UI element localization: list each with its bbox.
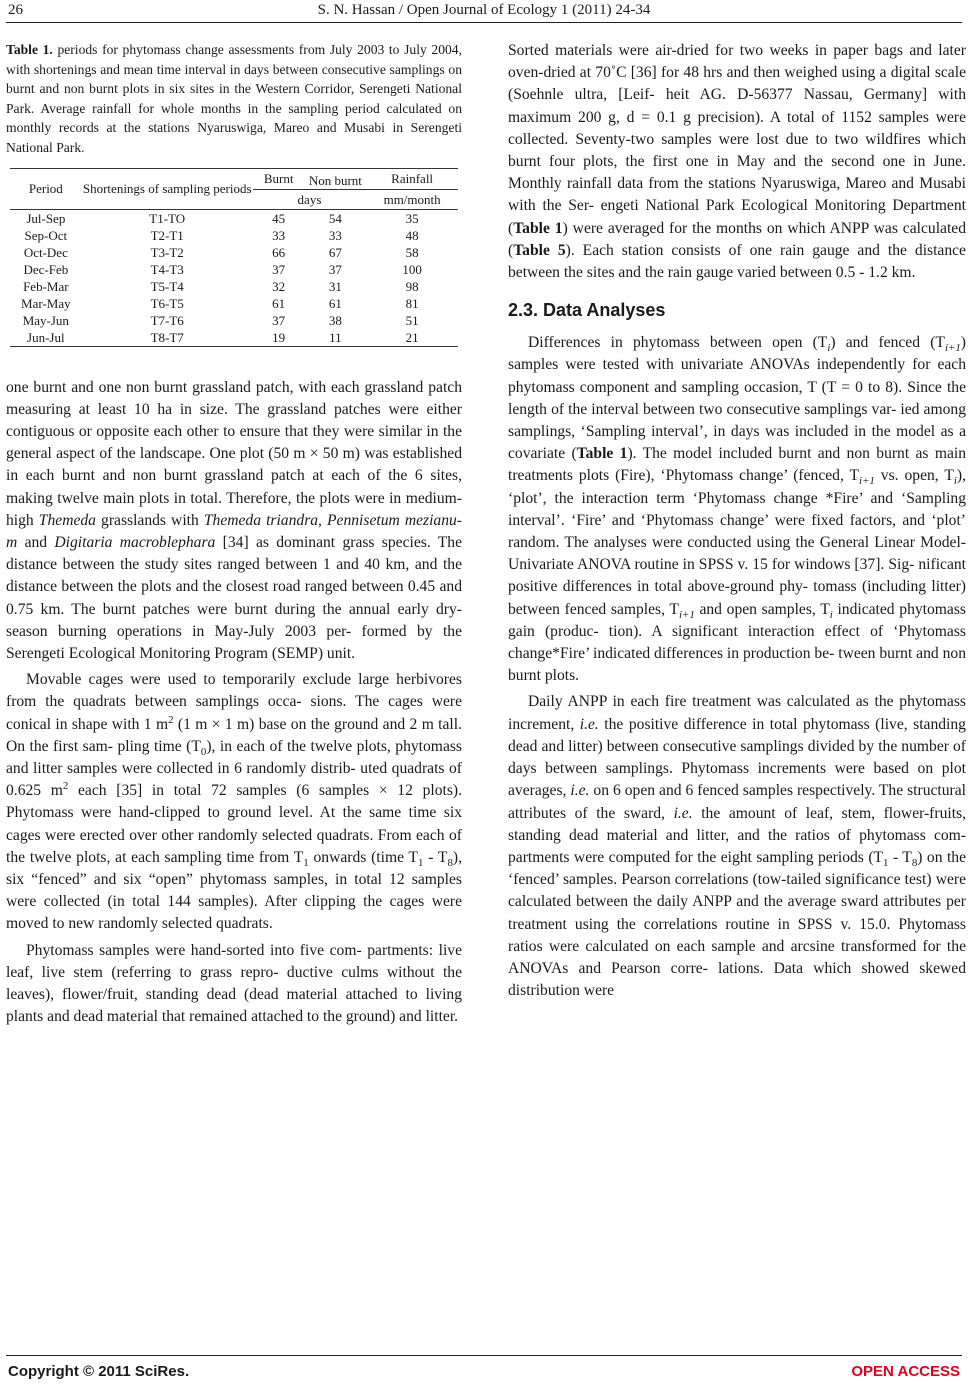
cell-nonburnt: 33 [328, 227, 342, 243]
cell-nonburnt: 54 [328, 210, 342, 226]
cell-burnt: 61 [272, 295, 286, 311]
right-column [508, 40, 966, 1006]
cell-period: Sep-Oct [24, 227, 68, 243]
table-row [10, 312, 458, 329]
cell-period: Jun-Jul [10, 329, 82, 347]
col-header-period: Period [28, 181, 63, 197]
page-number: 26 [8, 2, 23, 18]
header-rule [6, 22, 962, 23]
unit-rainfall: mm/month [366, 189, 458, 209]
table-row [10, 278, 458, 295]
col-header-shortenings: Shortenings of sampling periods [82, 180, 252, 196]
cell-rain: 81 [405, 295, 419, 311]
cell-period: Feb-Mar [23, 278, 69, 294]
cell-burnt: 19 [253, 329, 305, 347]
cell-burnt: 37 [272, 261, 286, 277]
cell-nonburnt: 31 [328, 278, 342, 294]
cell-period: Oct-Dec [23, 244, 68, 260]
table-row [10, 261, 458, 278]
cell-rain: 21 [366, 329, 458, 347]
footer-rule [6, 1355, 962, 1356]
table-row [10, 244, 458, 261]
cell-rain: 35 [405, 210, 419, 226]
cell-short: T4-T3 [150, 261, 184, 277]
paragraph-drying: Sorted materials were air-dried for two weeks in paper bags and later oven-dried at 70˚C [36] for 48 hrs and then weighed using a digital scale (Soehnle ultra, [Leif- heit AG. D-56377 Nassau, Germany] with maximum 200 g, d = 0.1 g precision). A total of 1152 samples were collected. Seventy-two samples were lost due to two wildfires which burnt four plots, the first one in May and the second one in June. Monthly rainfall data from the stations Nyaruswiga, Mareo and Musabi with the Ser- engeti National Park Ecological Monitoring Department (Table 1) were averaged for the months on which ANPP was calculated (Table 5). Each station consists of one rain gauge and the distance between the sites and the rain gauge varied between 0.5 - 1.2 km. [508, 42, 966, 282]
cell-short: T5-T4 [150, 278, 184, 294]
table-caption-label: Table 1. [6, 42, 53, 57]
cell-burnt: 45 [272, 210, 286, 226]
cell-short: T1-TO [149, 210, 186, 226]
section-heading: 2.3. Data Analyses [508, 300, 666, 321]
table-row [10, 227, 458, 244]
cell-nonburnt: 11 [305, 329, 367, 347]
cell-rain: 98 [405, 278, 419, 294]
copyright: Copyright © 2011 SciRes. [8, 1363, 190, 1380]
cell-rain: 100 [402, 261, 422, 277]
open-access-label[interactable]: OPEN ACCESS [851, 1363, 960, 1380]
table-row [10, 329, 458, 347]
cell-burnt: 66 [272, 244, 286, 260]
cell-rain: 51 [405, 312, 419, 328]
cell-short: T3-T2 [150, 244, 184, 260]
paragraph-anova: Differences in phytomass between open $(T_i)$ and fenced $(T_{i+1})$ samples were tested with univariate ANOVAs independently for each phytomass component and sampling occasion, T (T = 0 to 8). Since the length of the interval between two consecutive samplings var- ied among samplings, ‘Sampling interval’, in days was included in the model as a covariate (Table 1). The model included burnt and non burnt as main treatments plots (Fire), ‘Phytomass change’ (fenced, $T_{i+1}$ vs. open, $T_i$), ‘plot’, the interaction term ‘Phytomass change *Fire’ and ‘Sampling interval’. ‘Fire’ and ‘Phytomass change’ were fixed factors, and ‘plot’ random. The analyses were conducted using the General Linear Model-Univariate ANOVA routine in SPSS v. 15 for windows [37]. Sig- nificant positive differences in total above-ground phy- tomass (including litter) between fenced samples, $T_{i+1}$ and open samples, $T_i$ indicated phytomass gain (produc- tion). A significant interaction effect of ‘Phytomass change*Fire’ indicated differences in production be- tween burnt and non burnt plots. [508, 334, 966, 685]
running-title: S. N. Hassan / Open Journal of Ecology 1 (2011) 24-34 [317, 2, 651, 18]
cell-rain: 58 [405, 244, 419, 260]
paragraph-anpp: Daily ANPP in each fire treatment was calculated as the phytomass increment, i.e. the positive difference in total phytomass (live, standing dead and litter) between consecutive samplings divided by the number of days between samplings. Phytomass increments were based on plot averages, i.e. on 6 open and 6 fenced samples respectively. The structural attributes of the sward, i.e. the amount of leaf, stem, flower-fruits, standing dead material and litter, and the ratios of phytomass com- partments were computed for the eight sampling periods $(T_1 - T_8)$ on the ‘fenced’ samples. Pearson correlations (tow-tailed significance test) were calculated between the daily ANPP and the average sward attributes per treatment using the correlations routine in SPSS v. 15.0. Phytomass ratios were calculated on each sample and arcsine transformed for the ANOVAs and Pearson corre- lations. Data which showed skewed distribution were [508, 693, 967, 1000]
table-1-ref[interactable]: Table 1 [513, 219, 563, 237]
cell-rain: 48 [405, 227, 419, 243]
table-caption-text: periods for phytomass change assessments from July 2003 to July 2004, with shortenings and mean time interval in days between consecutive samplings on burnt and non burnt plots in six sites in the Western Corridor, Serengeti National Park. Average rainfall for whole months in the sampling period calculated on monthly records at the stations Nyaruswiga, Mareo and Musabi in Serengeti National Park. [6, 42, 462, 155]
cell-nonburnt: 61 [328, 295, 342, 311]
table-caption [6, 40, 462, 158]
cell-period: May-Jun [22, 312, 69, 328]
cell-burnt: 33 [272, 227, 286, 243]
cell-period: Dec-Feb [23, 261, 69, 277]
cell-short: T8-T7 [82, 329, 253, 347]
cell-burnt: 37 [272, 312, 286, 328]
table-row [10, 209, 458, 227]
cell-short: T2-T1 [150, 227, 184, 243]
paragraph-sites: one burnt and one non burnt grassland patch, with each grassland patch measuring at least 10 ha in size. The grassland patches were either contiguous or opposite each other to ensure that they were similar in the general aspect of the landscape. One plot (50 m × 50 m) was established in each burnt and non burnt grassland patch at each of the 6 sites, making twelve main plots in total. Therefore, the plots were in medium-high Themeda grasslands with Themeda triandra, Pennisetum mezianu- m and Digitaria macroblephara [34] as dominant grass species. The distance between the study sites ranged between 1 and 40 km, and the distance between the plots and the closest road ranged between 0.45 and 0.75 km. The burnt patches were burnt during the annual early dry-season burning operations in May-July 2003 per- formed by the Serengeti Ecological Monitoring Program (SEMP) unit. [6, 378, 463, 662]
cell-burnt: 32 [272, 278, 286, 294]
table-row [10, 295, 458, 312]
left-column [6, 40, 462, 1032]
cell-period: Jul-Sep [26, 210, 66, 226]
table-1 [10, 168, 458, 347]
unit-days: days [253, 189, 367, 209]
cell-short: T6-T5 [150, 295, 184, 311]
col-header-nonburnt: Non burnt [308, 172, 362, 188]
cell-nonburnt: 67 [328, 244, 342, 260]
table-5-ref[interactable]: Table 5 [513, 241, 566, 259]
paragraph-sorting: Phytomass samples were hand-sorted into five com- partments: live leaf, live stem (referring to grass repro- ductive culms without the leaves), flower/fruit, standing dead (dead material attached to living plants and dead material that remained attached to the ground) and litter. [6, 941, 462, 1026]
cell-short: T7-T6 [150, 312, 184, 328]
paragraph-cages: Movable cages were used to temporarily exclude large herbivores from the quadrats between samplings occa- sions. The cages were conical in shape with 1 $m^2$ (1 m × 1 m) base on the ground and 2 m tall. On the first sam- pling time $(T_0)$, in each of the twelve plots, phytomass and litter samples were collected in 6 randomly distrib- uted quadrats of 0.625 $m^2$ each [35] in total 72 samples (6 samples × 12 plots). Phytomass were hand-clipped to ground level. At the same time six cages were erected over other randomly selected quadrats. From each of the twelve plots, at each sampling time from $T_1$ onwards (time $T_1 - T_8$), six “fenced” and six “open” phytomass samples, in total 12 samples were collected (in total 144 samples). After clipping the cages were moved to new randomly selected quadrats. [6, 671, 462, 933]
col-header-burnt: Burnt [263, 171, 294, 187]
cell-period: Mar-May [21, 295, 71, 311]
col-header-rainfall: Rainfall [391, 171, 434, 187]
cell-nonburnt: 37 [328, 261, 342, 277]
cell-nonburnt: 38 [328, 312, 342, 328]
table-1-ref[interactable]: Table 1 [576, 445, 628, 463]
